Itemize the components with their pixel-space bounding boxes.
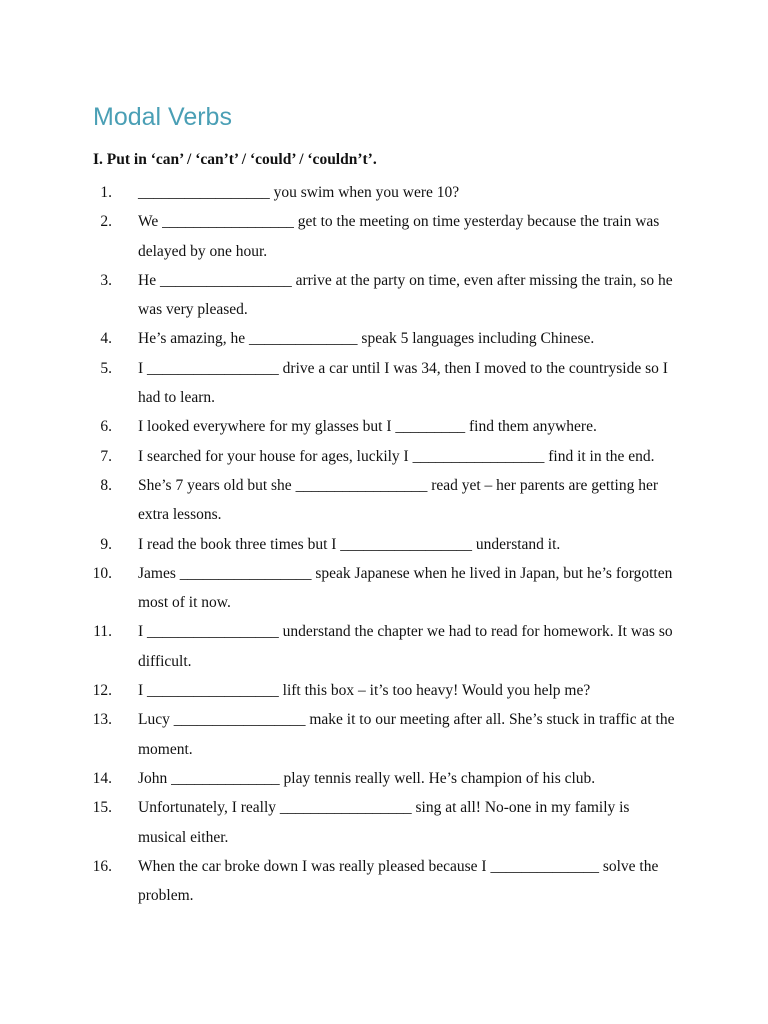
list-item [92, 207, 688, 266]
item-text: I searched for your house for ages, luckily I _________________ find it in the end. [138, 447, 655, 465]
item-text: He _________________ arrive at the party on time, even after missing the train, so he was very pleased. [138, 271, 673, 319]
list-item [92, 852, 688, 911]
list-item [92, 178, 688, 207]
item-number: 8. [100, 476, 112, 494]
list-item [92, 617, 688, 676]
item-number: 13. [92, 711, 112, 729]
item-number: 4. [100, 330, 112, 348]
item-text: She’s 7 years old but she _________________ read yet – her parents are getting her extra lessons. [138, 476, 658, 524]
list-item [92, 442, 688, 471]
item-text: I _________________ drive a car until I was 34, then I moved to the countryside so I had to learn. [138, 359, 668, 407]
item-text: I _________________ lift this box – it’s too heavy! Would you help me? [138, 682, 591, 700]
item-text: John ______________ play tennis really well. He’s champion of his club. [138, 769, 596, 787]
item-number: 7. [100, 447, 112, 465]
item-number: 3. [100, 271, 112, 289]
list-item [92, 471, 688, 530]
list-item [92, 324, 688, 353]
item-number: 15. [92, 799, 112, 817]
list-item [92, 676, 688, 705]
page-title: Modal Verbs [93, 103, 232, 131]
item-number: 9. [100, 535, 112, 553]
item-number: 11. [93, 623, 112, 641]
item-number: 1. [100, 184, 112, 201]
list-item [92, 705, 688, 764]
list-item [92, 354, 688, 413]
item-text: I looked everywhere for my glasses but I _________ find them anywhere. [138, 418, 597, 436]
exercise-instruction: I. Put in ‘can’ / ‘can’t’ / ‘could’ / ‘couldn’t’. [93, 151, 377, 168]
item-number: 12. [92, 682, 112, 700]
item-text: Unfortunately, I really _________________ sing at all! No-one in my family is musical either. [138, 799, 630, 846]
list-item [92, 412, 688, 441]
item-text: We _________________ get to the meeting on time yesterday because the train was delayed by one hour. [138, 213, 660, 260]
item-text: I read the book three times but I _________________ understand it. [138, 535, 561, 553]
exercise-list [92, 178, 688, 910]
item-text: When the car broke down I was really pleased because I ______________ solve the problem. [138, 857, 659, 905]
item-number: 16. [92, 857, 112, 875]
item-text: James _________________ speak Japanese when he lived in Japan, but he’s forgotten most of it now. [138, 564, 673, 612]
item-number: 10. [92, 564, 112, 582]
item-text: _________________ you swim when you were 10? [138, 184, 460, 201]
item-number: 2. [100, 213, 112, 231]
list-item [92, 764, 688, 793]
item-text: He’s amazing, he ______________ speak 5 languages including Chinese. [138, 330, 595, 348]
item-number: 5. [100, 359, 112, 377]
item-text: I _________________ understand the chapter we had to read for homework. It was so difficult. [138, 623, 673, 670]
list-item [92, 793, 688, 852]
list-item [92, 559, 688, 618]
item-number: 14. [92, 769, 112, 787]
item-text: Lucy _________________ make it to our meeting after all. She’s stuck in traffic at the moment. [138, 711, 675, 758]
list-item [92, 266, 688, 325]
item-number: 6. [100, 418, 112, 436]
list-item [92, 530, 688, 559]
